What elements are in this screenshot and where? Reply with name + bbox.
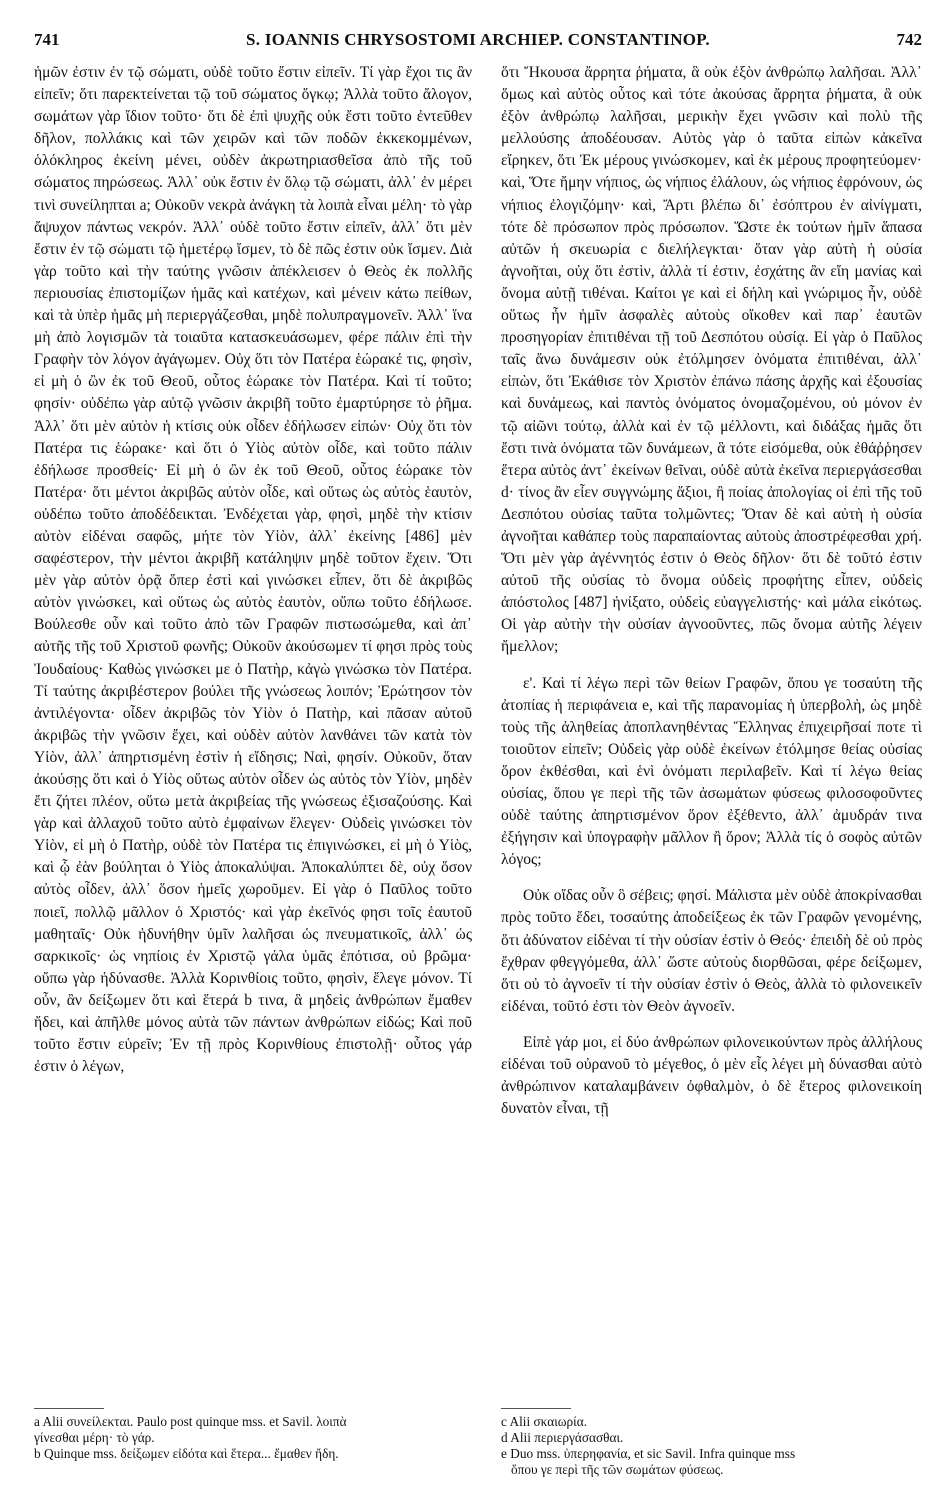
right-paragraph-1: ὅτι Ἤκουσα ἄρρητα ῥήματα, ἃ οὐκ ἐξὸν ἀνθρώπῳ λαλῆσαι. Ἀλλ᾽ ὅμως καὶ αὐτὸς οὗτος καὶ τότε ἀκούσας ἄρρητα ῥήματα, ἃ οὐκ ἐξὸν ἀνθρώπῳ λαλῆσαι, μερικὴν ἔχει γνῶσιν καὶ πολὺ τῆς μελλούσης ἀποδέουσαν. Αὐτὸς γὰρ ὁ ταῦτα εἰπὼν κἀκεῖνα εἴρηκεν, ὅτι Ἐκ μέρους γινώσκομεν, καὶ ἐκ μέρους προφητεύομεν· καὶ, Ὅτε ἤμην νήπιος, ὡς νήπιος ἐλάλουν, ὡς νήπιος ἐφρόνουν, ὡς νήπιος ἐλογιζόμην· καὶ, Ἄρτι βλέπω δι᾽ ἐσόπτρου ἐν αἰνίγματι, τότε δὲ πρόσωπον πρὸς πρόσωπον. Ὥστε ἐκ τούτων ἡμῖν ἅπασα αὐτῶν ἡ σκευωρία c διελήλεγκται· ὅταν γὰρ αὐτὴ ἡ οὐσία ἀγνοῆται, οὐχ ὅτι ἐστὶν, ἀλλὰ τί ἐστιν, ἐσχάτης ἂν εἴη μανίας καὶ ὄνομα αὐτῇ τιθέναι. Καίτοι γε καὶ εἰ δήλη καὶ γνώριμος ἦν, οὐδὲ οὕτως ἦν ἡμῖν ἀσφαλὲς αὐτοὺς οἴκοθεν καὶ παρ᾽ ἑαυτῶν προσηγορίαν ἐπιτιθέναι τῇ τοῦ Δεσπότου οὐσίᾳ. Εἰ γὰρ ὁ Παῦλος ταῖς ἄνω δυνάμεσιν οὐκ ἐτόλμησεν ὀνόματα ἐπιτιθέναι, ἀλλ᾽ εἰπὼν, ὅτι Ἐκάθισε τὸν Χριστὸν ἐπάνω πάσης ἀρχῆς καὶ ἐξουσίας καὶ δυνάμεως, καὶ παντὸς ὀνόματος ὀνομαζομένου, οὐ μόνον ἐν τῷ αἰῶνι τούτῳ, ἀλλὰ καὶ ἐν τῷ μέλλοντι, καὶ διδάξας ἡμᾶς ὅτι ἔστι τινὰ ὀνόματα τῶν δυνάμεων, ἃ τότε εἰσόμεθα, οὐκ ἐθάῤῥησεν ἕτερα αὐτὸς ἀντ᾽ ἐκείνων θεῖναι, οὐδὲ αὐτὰ ἐκεῖνα περιεργάσεσθαι d· τίνος ἂν εἶεν συγγνώμης ἄξιοι, ἢ ποίας ἀπολογίας οἱ ἐπὶ τῆς τοῦ Δεσπότου οὐσίας ταῦτα τολμῶντες; Ὅταν δὲ καὶ αὐτὴ ἡ οὐσία ἀγνοῆται καθάπερ τοὺς παραπαίοντας αὐτοὺς ἀποστρέφεσθαι χρή. Ὅτι μὲν γὰρ ἀγέννητός ἐστιν ὁ Θεὸς δῆλον· ὅτι δὲ τοῦτό ἐστιν αὐτοῦ τῆς οὐσίας τὸ ὄνομα οὐδεὶς προφήτης εἶπεν, οὐδεὶς ἀπόστολος [487] ἠνίξατο, οὐδεὶς εὐαγγελιστής· καὶ μάλα εἰκότως. Οἱ γὰρ αὐτὴν τὴν οὐσίαν ἀγνοοῦντες, πῶς ὄνομα αὐτῆς λέγειν ἤμελλον;	[501, 64, 922, 656]
left-paragraph-1: ἡμῶν ἐστιν ἐν τῷ σώματι, οὐδὲ τοῦτο ἔστιν εἰπεῖν. Τί γὰρ ἔχοι τις ἂν εἰπεῖν; ὅτι παρεκτείνεται τῷ τοῦ σώματος ὄγκῳ; Ἀλλὰ τοῦτο ἄλογον, σωμάτων γὰρ ἴδιον τοῦτο· ὅτι δὲ ἐπὶ ψυχῆς οὐκ ἔστι τοῦτο ἐντεῦθεν δῆλον, πολλάκις καὶ τῶν χειρῶν καὶ τῶν ποδῶν ἐκκεκομμένων, ὁλόκληρος ἐκείνη μένει, οὐδὲν ἀκρωτηριασθεῖσα ἀπὸ τῆς τοῦ σώματος πηρώσεως. Ἀλλ᾽ οὐκ ἔστιν ἐν ὅλῳ τῷ σώματι, ἀλλ᾽ ἐν μέρει τινὶ συνείληπται a; Οὐκοῦν νεκρὰ ἀνάγκη τὰ λοιπὰ εἶναι μέλη· τὸ γὰρ ἄψυχον πάντως νεκρόν. Ἀλλ᾽ οὐδὲ τοῦτο ἔστιν εἰπεῖν, ἀλλ᾽ ὅτι μὲν ἔστιν ἐν τῷ σώματι τῷ ἡμετέρῳ ἴσμεν, τὸ δὲ πῶς ἐστιν οὐκ ἴσμεν. Διὰ γὰρ τοῦτο καὶ τὴν ταύτης γνῶσιν ἀπέκλεισεν ὁ Θεὸς ἐκ πολλῆς περιουσίας ἐπιστομίζων ἡμᾶς καὶ κατέχων, καὶ μένειν κάτω πείθων, καὶ τὰ ὑπὲρ ἡμᾶς μὴ περιεργάζεσθαι, μηδὲ πολυπραγμονεῖν. Ἀλλ᾽ ἵνα μὴ ἀπὸ λογισμῶν τὰ τοιαῦτα κατασκευάσωμεν, φέρε πάλιν ἐπὶ τὴν Γραφὴν τὸν λόγον ἀγάγωμεν. Οὐχ ὅτι τὸν Πατέρα ἑώρακέ τις, φησὶν, εἰ μὴ ὁ ὢν ἐκ τοῦ Θεοῦ, οὗτος ἑώρακε τὸν Πατέρα. Καὶ τί τοῦτο; φησίν· οὐδέπω γὰρ αὐτῷ γνῶσιν ἀκριβῆ τοῦτο ἐμαρτύρησε τὸ ῥῆμα. Ἀλλ᾽ ὅτι μὲν αὐτὸν ἡ κτίσις οὐκ οἶδεν ἐδήλωσεν εἰπών· Οὐχ ὅτι τὸν Πατέρα τις ἑώρακε· καὶ ὅτι ὁ Υἱὸς αὐτὸν οἶδε, καὶ τοῦτο πάλιν ἐδήλωσε προσθείς· Εἰ μὴ ὁ ὢν ἐκ τοῦ Θεοῦ, οὗτος ἑώρακε τὸν Πατέρα· ὅτι μέντοι ἀκριβῶς αὐτὸν οἶδε, καὶ οὕτως ὡς αὐτὸς ἑαυτὸν, οὐδέπω τοῦτο ἀποδέδεικται. Ἐνδέχεται γὰρ, φησὶ, μηδὲ τὴν κτίσιν αὐτὸν εἰδέναι σαφῶς, μήτε τὸν Υἱὸν, ἀλλ᾽ ἐκείνης [486] μὲν σαφέστερον, τὴν μέντοι ἀκριβῆ κατάληψιν μηδὲ τοῦτον ἔχειν. Ὅτι μὲν γὰρ αὐτὸν ὁρᾷ ὅπερ ἐστὶ καὶ γινώσκει εἶπεν, ὅτι δὲ ἀκριβῶς αὐτὸν γινώσκει, καὶ οὕτως ὡς αὐτὸς ἑαυτὸν, οὔπω τοῦτο ἐδήλωσε. Βούλεσθε οὖν καὶ τοῦτο ἀπὸ τῶν Γραφῶν πιστωσώμεθα, καὶ ἀπ᾽ αὐτῆς τῆς τοῦ Χριστοῦ φωνῆς; Οὐκοῦν ἀκούσωμεν τί φησι πρὸς τοὺς Ἰουδαίους· Καθὼς γινώσκει με ὁ Πατὴρ, κἀγὼ γινώσκω τὸν Πατέρα. Τί ταύτης ἀκριβέστερον βούλει τῆς γνώσεως λοιπόν; Ἐρώτησον τὸν ἀντιλέγοντα· οἶδεν ἀκριβῶς τὸν Υἱὸν ὁ Πατὴρ, καὶ πᾶσαν αὐτοῦ ἀκριβῶς τὴν γνῶσιν ἔχει, καὶ οὐδὲν αὐτὸν λανθάνει τῶν κατὰ τὸν Υἱὸν, ἀλλ᾽ ἀπηρτισμένη ἐστὶν ἡ εἴδησις; Ναὶ, φησίν. Οὐκοῦν, ὅταν ἀκούσῃς ὅτι καὶ ὁ Υἱὸς οὕτως αὐτὸν οἶδεν ὡς αὐτὸς τὸν Υἱὸν, μηδὲν ἔτι ζήτει πλέον, οὕτω μετὰ ἀκριβείας τῆς γνώσεως ἐξισαζούσης. Καὶ γὰρ καὶ ἀλλαχοῦ τοῦτο αὐτὸ ἐμφαίνων ἔλεγεν· Οὐδεὶς γινώσκει τὸν Υἱὸν, εἰ μὴ ὁ Πατὴρ, οὐδὲ τὸν Πατέρα τις ἐπιγινώσκει, εἰ μὴ ὁ Υἱὸς, καὶ ᾧ ἐὰν βούληται ὁ Υἱὸς ἀποκαλύψαι. Ἀποκαλύπτει δὲ, οὐχ ὅσον αὐτὸς οἶδεν, ἀλλ᾽ ὅσον ἡμεῖς χωροῦμεν. Εἰ γὰρ ὁ Παῦλος τοῦτο ποιεῖ, πολλῷ μᾶλλον ὁ Χριστός· καὶ γὰρ ἐκεῖνός φησι τοῖς ἑαυτοῦ μαθηταῖς· Οὐκ ἠδυνήθην ὑμῖν λαλῆσαι ὡς πνευματικοῖς, ἀλλ᾽ ὡς σαρκικοῖς· ὡς νηπίοις ἐν Χριστῷ γάλα ὑμᾶς ἐπότισα, οὐ βρῶμα· οὔπω γὰρ ἠδύνασθε. Ἀλλὰ Κορινθίοις τοῦτο, φησὶν, ἔλεγε μόνον. Τί οὖν, ἂν δείξωμεν ὅτι καὶ ἕτερά b τινα, ἃ μηδεὶς ἀνθρώπων ἔμαθεν ἤδει, καὶ ἀπῆλθε μόνος αὐτὰ τῶν πάντων ἀνθρώπων εἰδώς; Καὶ ποῦ τοῦτο ἔστιν εὑρεῖν; Ἐν τῇ πρὸς Κορινθίους ἐπιστολῇ· οὗτος γάρ ἐστιν ὁ λέγων,	[34, 64, 472, 1076]
footnote-e-continued: ὅπου γε περὶ τῆς τῶν σωμάτων φύσεως.	[511, 1462, 724, 1477]
footnote-b: b Quinque mss. δείξωμεν εἰδότα καὶ ἕτερα... ἔμαθεν ἤδη.	[34, 1446, 339, 1461]
footnote-c: c Alii σκαιωρία.	[501, 1414, 588, 1429]
right-column	[501, 62, 922, 1402]
page-number-right: 742	[896, 30, 922, 49]
footnote-e: e Duo mss. ὑπερηφανία, et sic Savil. Infra quinque mss	[501, 1446, 796, 1461]
running-title: S. IOANNIS CHRYSOSTOMI ARCHIEP. CONSTANTINOP.	[246, 30, 710, 49]
page-header	[34, 30, 922, 58]
page-number-left: 741	[34, 30, 60, 49]
footnote-d: d Alii περιεργάσασθαι.	[501, 1430, 624, 1445]
footnotes-right	[501, 1414, 922, 1478]
right-paragraph-4: Εἰπὲ γάρ μοι, εἰ δύο ἀνθρώπων φιλονεικούντων πρὸς ἀλλήλους εἰδέναι τοῦ οὐρανοῦ τὸ μέγεθος, ὁ μὲν εἷς λέγει μὴ δύνασθαι αὐτὸ ἀνθρώπινον καταλαμβάνειν ὀφθαλμὸν, ὁ δὲ ἕτερος φιλονεικοίη δυνατὸν εἶναι, τῇ	[501, 1033, 922, 1118]
left-column	[34, 62, 472, 1402]
footnotes-left	[34, 1414, 472, 1462]
footnote-a-continued: γίνεσθαι μέρη· τὸ γάρ.	[34, 1430, 155, 1445]
right-paragraph-2: ε'. Καὶ τί λέγω περὶ τῶν θείων Γραφῶν, ὅπου γε τοσαύτη τῆς ἀτοπίας ἡ περιφάνεια e, καὶ τῆς παρανομίας ἡ ὑπερβολὴ, ὡς μηδὲ τοὺς τῆς ἀληθείας ἀποπλανηθέντας Ἕλληνας ἐπιχειρῆσαί ποτε τὶ τοιοῦτον εἰπεῖν; Οὐδεὶς γὰρ οὐδὲ ἐκείνων ἐτόλμησε θείας οὐσίας ὅρον ἐκθέσθαι, καὶ ἑνὶ ὀνόματι περιλαβεῖν. Καὶ τί λέγω θείας οὐσίας, ὅπου γε περὶ τῆς τῶν ἀσωμάτων φύσεως φιλοσοφοῦντες οὐδὲ ταύτης ἀπηρτισμένον ὅρον ἐξέθεντο, ἀλλ᾽ ἀμυδράν τινα ἐξήγησιν καὶ ὑπογραφὴν μᾶλλον ἢ ὅρον; Ἀλλὰ τίς ὁ σοφὸς αὐτῶν λόγος;	[501, 674, 922, 869]
footnote-a: a Alii συνείλεκται. Paulo post quinque mss. et Savil. λοιπὰ	[34, 1414, 347, 1429]
footnote-rule-right	[501, 1408, 571, 1409]
right-paragraph-3: Οὐκ οἴδας οὖν ὃ σέβεις; φησί. Μάλιστα μὲν οὐδὲ ἀποκρίνασθαι πρὸς τοῦτο ἔδει, τοσαύτης ἀποδείξεως ἐκ τῶν Γραφῶν γενομένης, ὅτι ἀδύνατον εἰδέναι τί τὴν οὐσίαν ἐστὶν ὁ Θεός· ἐπειδὴ δὲ οὐ πρὸς ἔχθραν φθεγγόμεθα, ἀλλ᾽ ὥστε αὐτοὺς διορθῶσαι, φέρε δείξωμεν, ὅτι οὐ τὸ ἀγνοεῖν τί τὴν οὐσίαν ἐστὶν ὁ Θεὸς, ἀλλὰ τὸ φιλονεικεῖν εἰδέναι, τοῦτό ἐστι τὸν Θεὸν ἀγνοεῖν.	[501, 887, 922, 1015]
footnote-rule-left	[34, 1408, 104, 1409]
